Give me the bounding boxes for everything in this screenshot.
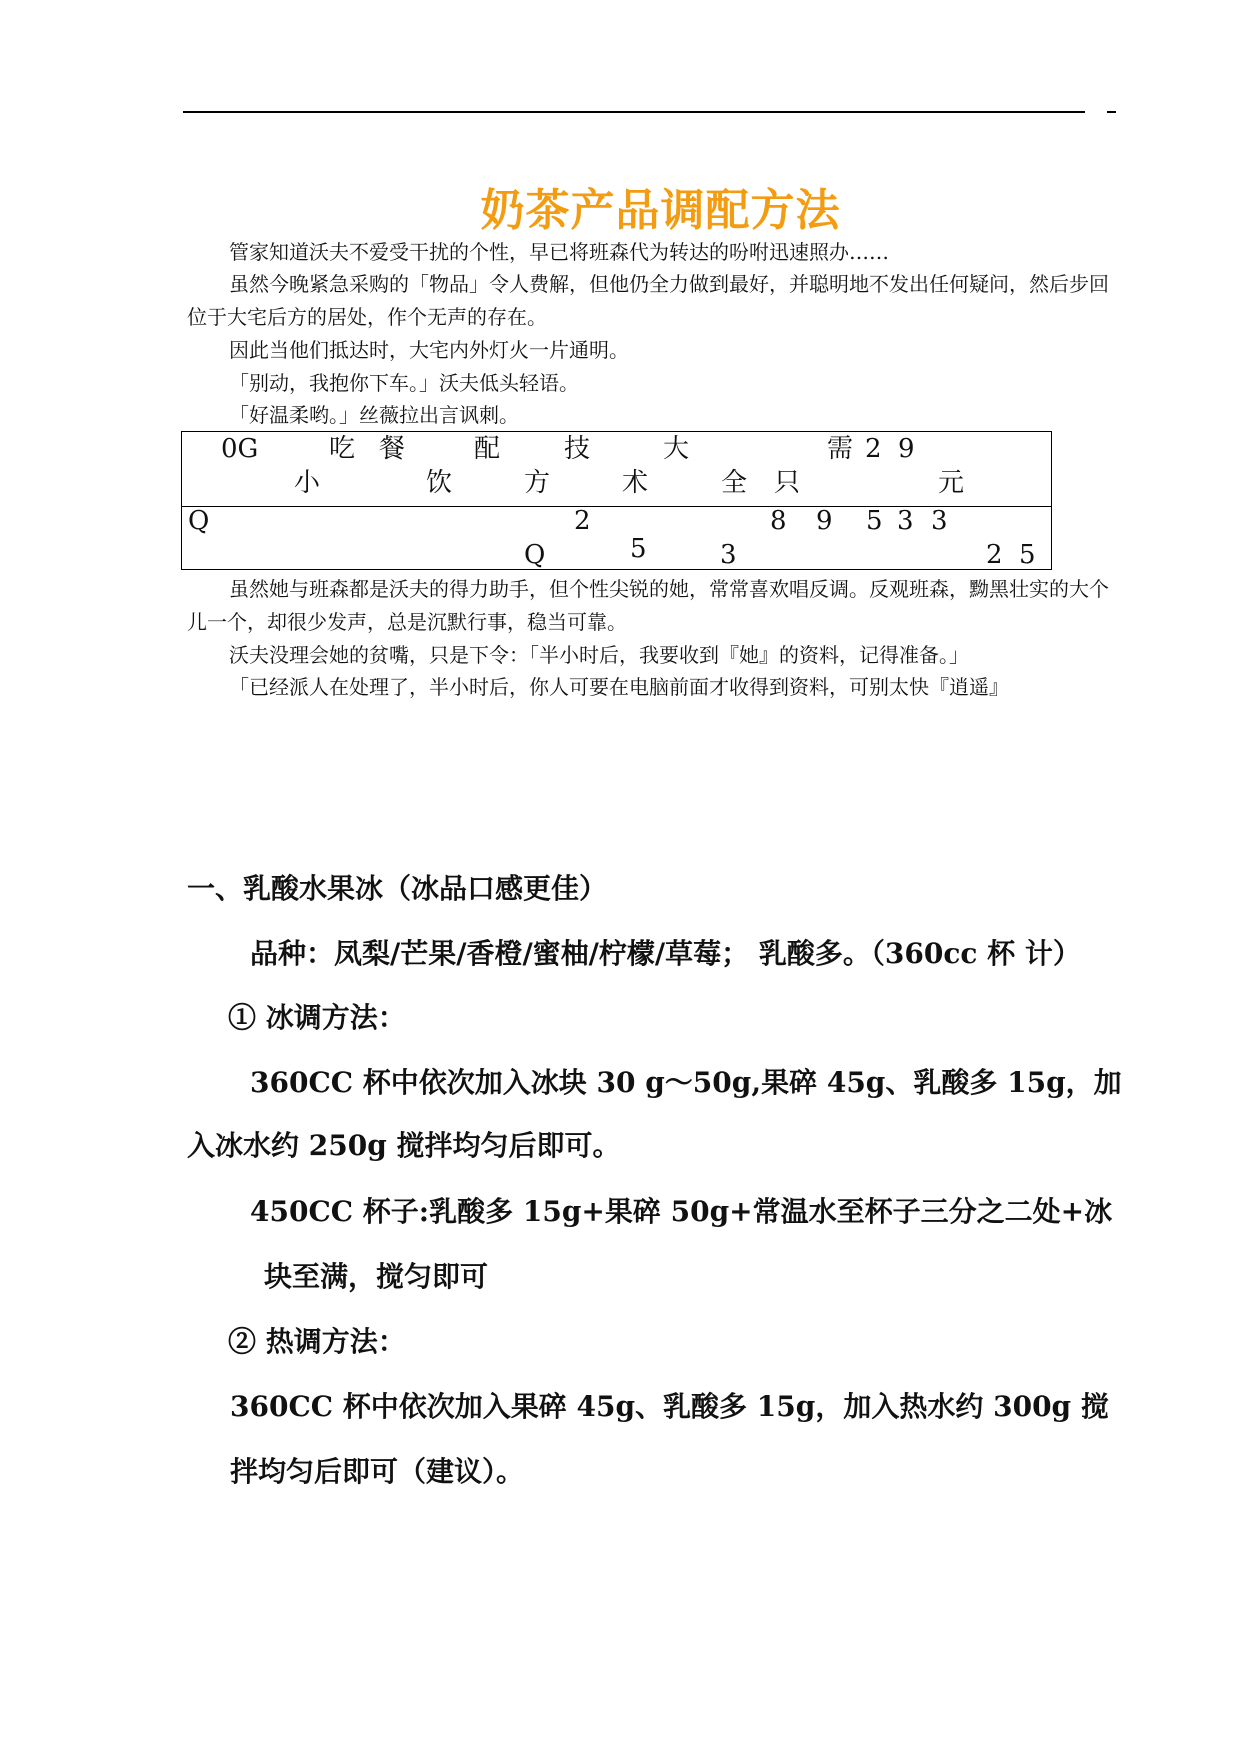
table-cell: 小 bbox=[294, 468, 321, 498]
ice-450-line-1: 450CC 杯子:乳酸多 15g+果碎 50g+常温水至杯子三分之二处+冰 bbox=[250, 1195, 1113, 1228]
table-cell: 5 bbox=[866, 506, 883, 536]
intro-paragraph-5: 「好温柔哟。」丝薇拉出言讽刺。 bbox=[229, 403, 519, 427]
table-cell: 全 bbox=[721, 468, 748, 498]
intro-paragraph-3: 因此当他们抵达时，大宅内外灯火一片通明。 bbox=[229, 338, 629, 362]
table-cell: 9 bbox=[816, 506, 833, 536]
table-cell: 吃 bbox=[329, 434, 356, 464]
section-heading: 一、乳酸水果冰（冰品口感更佳） bbox=[187, 872, 608, 905]
ice-method-line-2: 入冰水约 250g 搅拌均匀后即可。 bbox=[187, 1129, 621, 1162]
table-cell: Q bbox=[524, 540, 546, 570]
table-cell: 只 bbox=[774, 468, 801, 498]
table-cell: 配 bbox=[474, 434, 501, 464]
ice-method-title: ① 冰调方法： bbox=[228, 1001, 406, 1034]
table-cell: 2 bbox=[986, 540, 1003, 570]
table-cell: 3 bbox=[720, 540, 737, 570]
table-cell: Q bbox=[188, 506, 210, 536]
table-cell: 术 bbox=[622, 468, 649, 498]
table-cell: 饮 bbox=[426, 468, 453, 498]
table-cell: 大 bbox=[663, 434, 690, 464]
table-cell: 5 bbox=[630, 534, 647, 564]
outro-paragraph-1: 虽然她与班森都是沃夫的得力助手，但个性尖锐的她，常常喜欢唱反调。反观班森，黝黑壮实的大个儿一个，却很少发声，总是沉默行事，稳当可靠。 bbox=[187, 577, 1109, 634]
varieties-line: 品种：凤梨/芒果/香橙/蜜柚/柠檬/草莓； 乳酸多。（360cc 杯 计） bbox=[250, 937, 1081, 970]
table-cell: 5 bbox=[1019, 540, 1036, 570]
table-cell: 方 bbox=[524, 468, 551, 498]
outro-paragraph-2: 沃夫没理会她的贫嘴，只是下令：「半小时后，我要收到『她』的资料，记得准备。」 bbox=[229, 643, 969, 667]
table-cell: 元 bbox=[938, 468, 965, 498]
ice-450-line-2: 块至满，搅匀即可 bbox=[264, 1260, 489, 1293]
table-cell: 9 bbox=[898, 434, 915, 464]
table-cell: 2 bbox=[574, 506, 591, 536]
table-cell: 0G bbox=[221, 434, 259, 464]
hot-method-line-2: 拌均匀后即可（建议）。 bbox=[230, 1455, 525, 1488]
intro-paragraph-2: 虽然今晚紧急采购的「物品」令人费解，但他仍全力做到最好，并聪明地不发出任何疑问，然后步回位于大宅后方的居处，作个无声的存在。 bbox=[187, 272, 1109, 329]
intro-paragraph-1: 管家知道沃夫不爱受干扰的个性，早已将班森代为转达的吩咐迅速照办…… bbox=[229, 240, 889, 264]
table-cell: 餐 bbox=[379, 434, 406, 464]
table-cell: 2 bbox=[865, 434, 882, 464]
header-dash bbox=[1107, 111, 1116, 113]
table-cell: 需 bbox=[827, 434, 854, 464]
header-rule bbox=[183, 111, 1085, 113]
table-cell: 技 bbox=[564, 434, 591, 464]
hot-method-title: ② 热调方法： bbox=[228, 1325, 406, 1358]
intro-paragraph-4: 「别动，我抱你下车。」沃夫低头轻语。 bbox=[229, 371, 579, 395]
table-cell: 8 bbox=[770, 506, 787, 536]
garbled-table bbox=[181, 431, 1052, 570]
table-divider bbox=[182, 506, 1051, 507]
ice-method-line-1: 360CC 杯中依次加入冰块 30 g～50g,果碎 45g、乳酸多 15g，加 bbox=[250, 1066, 1122, 1099]
outro-paragraph-3: 「已经派人在处理了，半小时后，你人可要在电脑前面才收得到资料，可别太快『逍遥』 bbox=[229, 675, 1009, 699]
document-title: 奶茶产品调配方法 bbox=[480, 185, 841, 236]
hot-method-line-1: 360CC 杯中依次加入果碎 45g、乳酸多 15g，加入热水约 300g 搅 bbox=[230, 1390, 1109, 1423]
table-cell: 3 bbox=[931, 506, 948, 536]
table-cell: 3 bbox=[897, 506, 914, 536]
